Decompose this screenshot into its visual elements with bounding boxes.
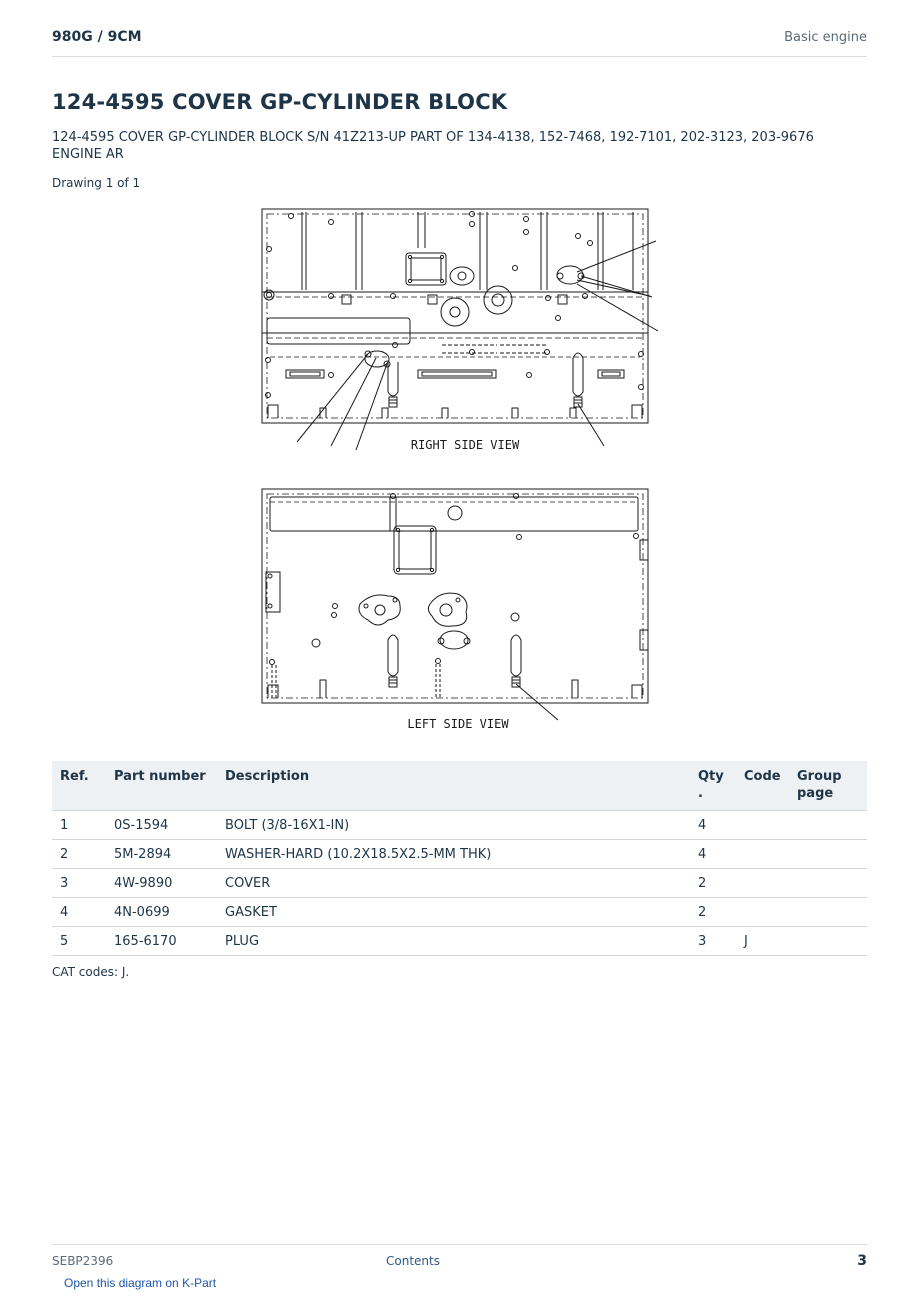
- cell-qty: 2: [690, 869, 736, 898]
- cell-code: [736, 898, 789, 927]
- cell-group-page: [789, 869, 867, 898]
- table-row: [52, 840, 867, 869]
- cell-code: [736, 869, 789, 898]
- page-footer: [52, 1244, 867, 1275]
- cell-group-page: [789, 927, 867, 956]
- cell-part-number: 4N-0699: [106, 898, 217, 927]
- cell-code: J: [736, 927, 789, 956]
- left-view-label: LEFT SIDE VIEW: [407, 717, 509, 731]
- document-id: SEBP2396: [52, 1254, 114, 1268]
- cell-description: BOLT (3/8-16X1-IN): [217, 811, 690, 840]
- parts-table: [52, 761, 867, 956]
- cell-qty: 3: [690, 927, 736, 956]
- table-row: [52, 811, 867, 840]
- drawing-count: Drawing 1 of 1: [52, 176, 141, 190]
- cell-qty: 4: [690, 840, 736, 869]
- column-header-code: Code: [736, 761, 789, 811]
- cell-description: PLUG: [217, 927, 690, 956]
- cell-ref: 3: [52, 869, 106, 898]
- cell-ref: 5: [52, 927, 106, 956]
- section-name: Basic engine: [784, 30, 867, 45]
- machine-model: 980G / 9CM: [52, 29, 142, 45]
- right-side-view-drawing: [262, 209, 658, 450]
- cell-description: GASKET: [217, 898, 690, 927]
- column-header-part-number: Part number: [106, 761, 217, 811]
- open-diagram-kpart-link[interactable]: Open this diagram on K-Part: [64, 1276, 217, 1290]
- table-header-row: [52, 761, 867, 811]
- cell-group-page: [789, 898, 867, 927]
- column-header-qty: Qty .: [690, 761, 736, 811]
- cell-ref: 4: [52, 898, 106, 927]
- cell-qty: 2: [690, 898, 736, 927]
- page-subtitle: 124-4595 COVER GP-CYLINDER BLOCK S/N 41Z213-UP PART OF 134-4138, 152-7468, 192-7101, 202-3123, 203-9676 ENGINE AR: [52, 130, 814, 162]
- cell-group-page: [789, 811, 867, 840]
- cell-part-number: 165-6170: [106, 927, 217, 956]
- column-header-description: Description: [217, 761, 690, 811]
- cell-description: WASHER-HARD (10.2X18.5X2.5-MM THK): [217, 840, 690, 869]
- right-view-label: RIGHT SIDE VIEW: [410, 438, 520, 452]
- table-row: [52, 927, 867, 956]
- table-row: [52, 869, 867, 898]
- cat-codes-note: CAT codes: J.: [52, 965, 130, 979]
- cell-code: [736, 811, 789, 840]
- contents-link[interactable]: Contents: [386, 1254, 440, 1268]
- left-side-view-drawing: [262, 489, 648, 720]
- cell-ref: 2: [52, 840, 106, 869]
- cell-ref: 1: [52, 811, 106, 840]
- cell-part-number: 5M-2894: [106, 840, 217, 869]
- page-number: 3: [857, 1253, 867, 1269]
- column-header-group-page: Group page: [789, 761, 867, 811]
- cell-qty: 4: [690, 811, 736, 840]
- cell-part-number: 4W-9890: [106, 869, 217, 898]
- table-row: [52, 898, 867, 927]
- cell-part-number: 0S-1594: [106, 811, 217, 840]
- cell-code: [736, 840, 789, 869]
- column-header-ref: Ref.: [52, 761, 106, 811]
- cell-group-page: [789, 840, 867, 869]
- cell-description: COVER: [217, 869, 690, 898]
- page-title: 124-4595 COVER GP-CYLINDER BLOCK: [52, 90, 508, 114]
